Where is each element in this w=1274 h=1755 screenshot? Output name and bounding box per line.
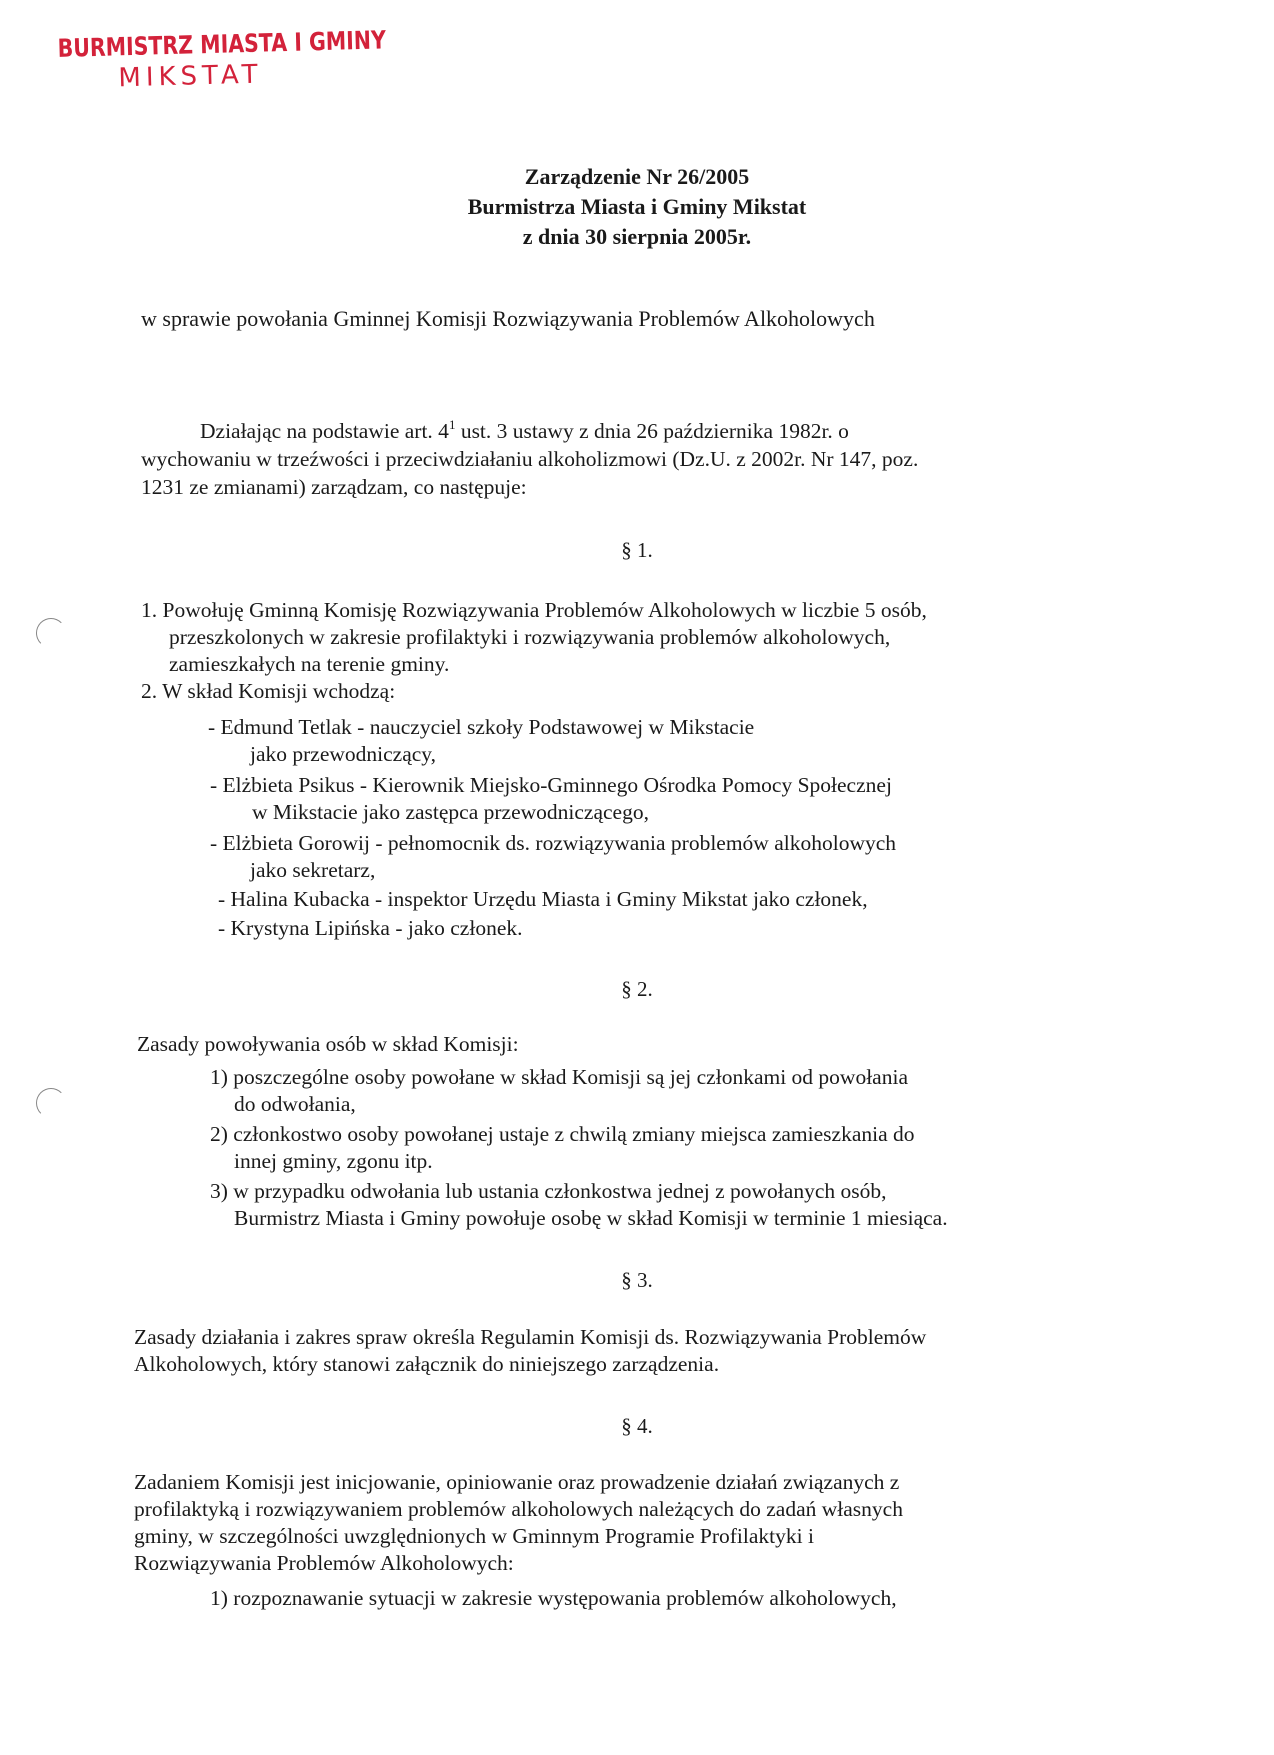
s4-line-2: profilaktyką i rozwiązywaniem problemów alkoholowych należących do zadań własnych bbox=[134, 1497, 903, 1521]
preamble-line-2: wychowaniu w trzeźwości i przeciwdziałaniu alkoholizmowi (Dz.U. z 2002r. Nr 147, poz. bbox=[141, 447, 919, 471]
s4-line-4: Rozwiązywania Problemów Alkoholowych: bbox=[134, 1551, 514, 1575]
s2-intro: Zasady powoływania osób w skład Komisji: bbox=[137, 1032, 519, 1056]
s2-item-2-line-2: innej gminy, zgonu itp. bbox=[234, 1149, 433, 1173]
member-1-line-2: jako przewodniczący, bbox=[250, 742, 437, 766]
document-subject: w sprawie powołania Gminnej Komisji Rozwiązywania Problemów Alkoholowych bbox=[141, 306, 875, 331]
preamble-line-1: Działając na podstawie art. $4^1$ ust. 3 ustawy z dnia 26 października 1982r. o bbox=[200, 417, 849, 443]
member-3-line-1: - Elżbieta Gorowij - pełnomocnik ds. rozwiązywania problemów alkoholowych bbox=[210, 831, 897, 855]
document-date: z dnia 30 sierpnia 2005r. bbox=[522, 224, 752, 249]
s1-item-1-line-3: zamieszkałych na terenie gminy. bbox=[169, 652, 450, 676]
preamble-line-3: 1231 ze zmianami) zarządzam, co następuje: bbox=[141, 475, 527, 499]
s4-item-1: 1) rozpoznawanie sytuacji w zakresie występowania problemów alkoholowych, bbox=[210, 1586, 897, 1610]
s1-item-1-line-1: 1. Powołuję Gminną Komisję Rozwiązywania Problemów Alkoholowych w liczbie 5 osób, bbox=[141, 598, 927, 622]
s4-line-3: gminy, w szczególności uwzględnionych w Gminnym Programie Profilaktyki i bbox=[134, 1524, 814, 1548]
punch-hole-mark bbox=[36, 618, 66, 648]
s1-item-1-line-2: przeszkolonych w zakresie profilaktyki i rozwiązywania problemów alkoholowych, bbox=[169, 625, 891, 649]
s2-item-1-line-2: do odwołania, bbox=[234, 1092, 356, 1116]
section-3-heading: § 3. bbox=[621, 1268, 653, 1292]
document-header bbox=[0, 162, 1274, 252]
s3-line-1: Zasady działania i zakres spraw określa Regulamin Komisji ds. Rozwiązywania Problemów bbox=[134, 1325, 927, 1349]
stamp-line-2: MIKSTAT bbox=[118, 59, 263, 94]
s2-item-3-line-1: 3) w przypadku odwołania lub ustania członkostwa jednej z powołanych osób, bbox=[210, 1179, 887, 1203]
section-2-heading: § 2. bbox=[621, 977, 653, 1001]
s2-item-1-line-1: 1) poszczególne osoby powołane w skład Komisji są jej członkami od powołania bbox=[210, 1065, 908, 1089]
s4-line-1: Zadaniem Komisji jest inicjowanie, opiniowanie oraz prowadzenie działań związanych z bbox=[134, 1470, 900, 1494]
punch-hole-mark bbox=[36, 1088, 66, 1118]
official-stamp bbox=[57, 25, 387, 95]
document-issuer: Burmistrza Miasta i Gminy Mikstat bbox=[467, 194, 807, 219]
stamp-line-1: BURMISTRZ MIASTA I GMINY bbox=[57, 25, 387, 63]
section-1-heading: § 1. bbox=[621, 538, 653, 562]
member-3-line-2: jako sekretarz, bbox=[250, 858, 376, 882]
s2-item-2-line-1: 2) członkostwo osoby powołanej ustaje z chwilą zmiany miejsca zamieszkania do bbox=[210, 1122, 915, 1146]
member-4-line-1: - Halina Kubacka - inspektor Urzędu Miasta i Gminy Mikstat jako członek, bbox=[218, 887, 868, 911]
member-5-line-1: - Krystyna Lipińska - jako członek. bbox=[218, 916, 523, 940]
member-2-line-2: w Mikstacie jako zastępca przewodniczącego, bbox=[252, 800, 649, 824]
s1-item-2: 2. W skład Komisji wchodzą: bbox=[141, 679, 396, 703]
s3-line-2: Alkoholowych, który stanowi załącznik do niniejszego zarządzenia. bbox=[134, 1352, 720, 1376]
member-1-line-1: - Edmund Tetlak - nauczyciel szkoły Podstawowej w Mikstacie bbox=[208, 715, 755, 739]
document-title: Zarządzenie Nr 26/2005 bbox=[524, 164, 750, 189]
member-2-line-1: - Elżbieta Psikus - Kierownik Miejsko-Gminnego Ośrodka Pomocy Społecznej bbox=[210, 773, 892, 797]
s2-item-3-line-2: Burmistrz Miasta i Gminy powołuje osobę w skład Komisji w terminie 1 miesiąca. bbox=[234, 1206, 948, 1230]
section-4-heading: § 4. bbox=[621, 1414, 653, 1438]
